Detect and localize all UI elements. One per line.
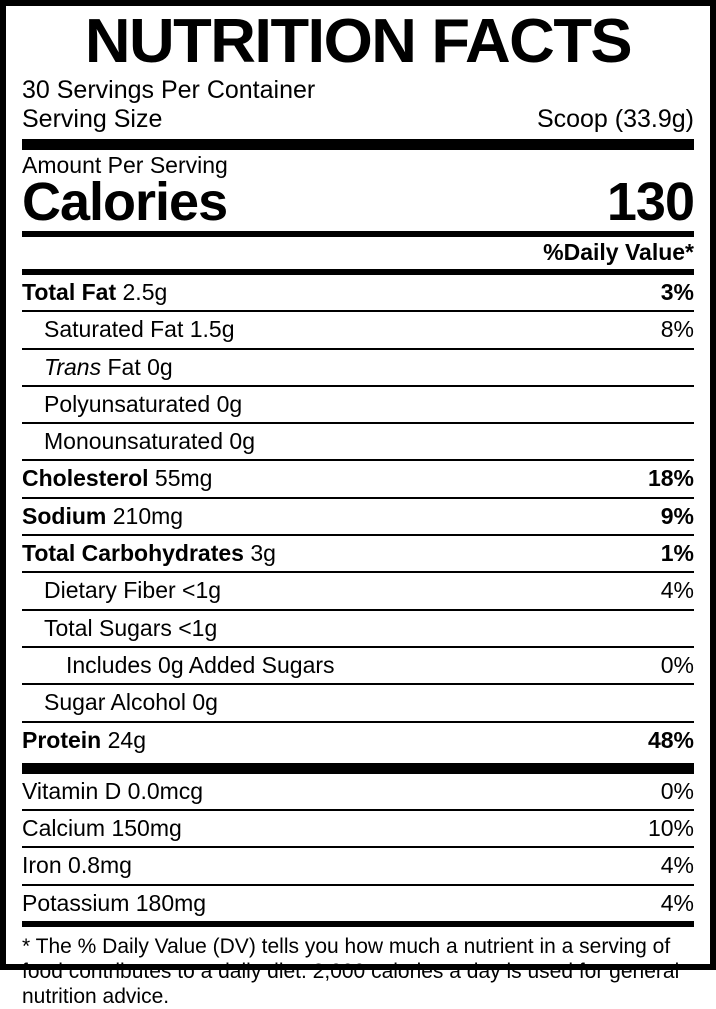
table-row xyxy=(22,461,694,496)
table-row xyxy=(22,685,694,720)
table-row xyxy=(22,811,694,846)
nutrient-name-italic: Trans xyxy=(44,353,108,380)
nutrient-label: Includes 0g Added Sugars xyxy=(66,651,335,678)
nutrient-daily-value: 18% xyxy=(647,465,694,492)
nutrient-name xyxy=(22,466,212,491)
serving-size-value: Scoop (33.9g) xyxy=(536,105,694,134)
nutrient-amount: 0g xyxy=(210,390,243,417)
table-row xyxy=(22,387,694,422)
table-row xyxy=(22,611,694,646)
micronutrient-daily-value: 0% xyxy=(660,777,694,804)
nutrient-amount: <1g xyxy=(171,614,218,641)
nutrient-daily-value: 48% xyxy=(647,726,694,753)
nutrient-amount: 1.5g xyxy=(183,316,235,343)
nutrient-label: Sodium xyxy=(22,502,107,529)
micronutrient-name: Potassium 180mg xyxy=(22,889,207,916)
nutrient-daily-value: 9% xyxy=(660,502,694,529)
table-row xyxy=(22,350,694,385)
nutrient-name xyxy=(66,653,335,678)
table-row xyxy=(22,424,694,459)
nutrient-label: Total Fat xyxy=(22,279,117,305)
table-row xyxy=(22,275,694,310)
table-row xyxy=(22,648,694,683)
nutrient-label: Total Sugars xyxy=(44,614,172,641)
table-row xyxy=(22,573,694,608)
table-row xyxy=(22,848,694,883)
page-title: NUTRITION FACTS xyxy=(84,7,632,76)
calories-row xyxy=(22,174,694,231)
micronutrient-name: Calcium 150mg xyxy=(22,815,182,842)
micronutrient-daily-value: 4% xyxy=(660,889,694,916)
micronutrient-name: Iron 0.8mg xyxy=(22,852,132,879)
serving-size-label: Serving Size xyxy=(22,105,163,134)
nutrient-label: Sugar Alcohol xyxy=(44,689,186,716)
nutrient-amount: 210mg xyxy=(106,502,184,529)
nutrient-name xyxy=(44,578,221,603)
nutrient-label: Polyunsaturated xyxy=(44,390,211,417)
nutrient-list xyxy=(22,275,694,758)
table-row xyxy=(22,886,694,921)
micronutrient-name: Vitamin D 0.0mcg xyxy=(22,777,204,804)
micronutrient-daily-value: 10% xyxy=(647,815,694,842)
nutrient-name xyxy=(44,429,255,454)
nutrient-daily-value: 0% xyxy=(660,651,694,678)
nutrient-amount: 55mg xyxy=(148,465,213,492)
table-row xyxy=(22,723,694,758)
nutrient-name xyxy=(22,728,146,753)
nutrient-amount: 0g xyxy=(223,428,255,455)
nutrient-amount: 0g xyxy=(140,353,173,380)
nutrient-daily-value: 1% xyxy=(660,540,694,567)
nutrient-label: Cholesterol xyxy=(22,465,149,492)
nutrient-daily-value: 4% xyxy=(660,577,694,604)
nutrient-name xyxy=(44,392,242,417)
nutrient-amount: 3g xyxy=(243,540,276,567)
micronutrient-list xyxy=(22,774,694,921)
nutrient-name xyxy=(22,541,276,566)
table-row xyxy=(22,499,694,534)
nutrient-label: Protein xyxy=(22,726,102,753)
nutrient-amount: <1g xyxy=(175,577,222,604)
nutrient-name xyxy=(44,317,235,342)
nutrient-name xyxy=(22,280,167,305)
divider-thick-top xyxy=(22,139,694,150)
calories-label: Calories xyxy=(22,172,228,233)
micronutrient-daily-value: 4% xyxy=(660,852,694,879)
nutrient-name xyxy=(22,504,183,529)
nutrient-label: Monounsaturated xyxy=(44,428,224,455)
nutrient-label: Fat xyxy=(107,353,141,380)
nutrient-name xyxy=(44,616,217,641)
daily-value-header: %Daily Value* xyxy=(543,239,694,265)
nutrient-daily-value: 8% xyxy=(660,316,694,343)
nutrient-label: Saturated Fat xyxy=(44,316,184,343)
nutrient-daily-value: 3% xyxy=(660,279,694,305)
nutrient-name xyxy=(44,355,173,380)
serving-size-row xyxy=(22,105,694,134)
footnote: * The % Daily Value (DV) tells you how much a nutrient in a serving of food contributes to a daily diet. 2,000 calories a day is used for general nutrition advice. xyxy=(22,935,680,1008)
table-row xyxy=(22,536,694,571)
servings-per-container: 30 Servings Per Container xyxy=(22,75,316,104)
calories-value: 130 xyxy=(606,172,694,233)
nutrient-amount: 2.5g xyxy=(116,279,168,305)
nutrient-amount: 24g xyxy=(101,726,146,753)
divider-thick-protein xyxy=(22,763,694,774)
nutrient-label: Total Carbohydrates xyxy=(22,540,244,567)
table-row xyxy=(22,774,694,809)
nutrient-amount: 0g xyxy=(185,689,218,716)
amount-per-serving: Amount Per Serving xyxy=(22,152,228,179)
nutrient-name xyxy=(44,690,218,715)
table-row xyxy=(22,312,694,347)
nutrient-label: Dietary Fiber xyxy=(44,577,176,604)
